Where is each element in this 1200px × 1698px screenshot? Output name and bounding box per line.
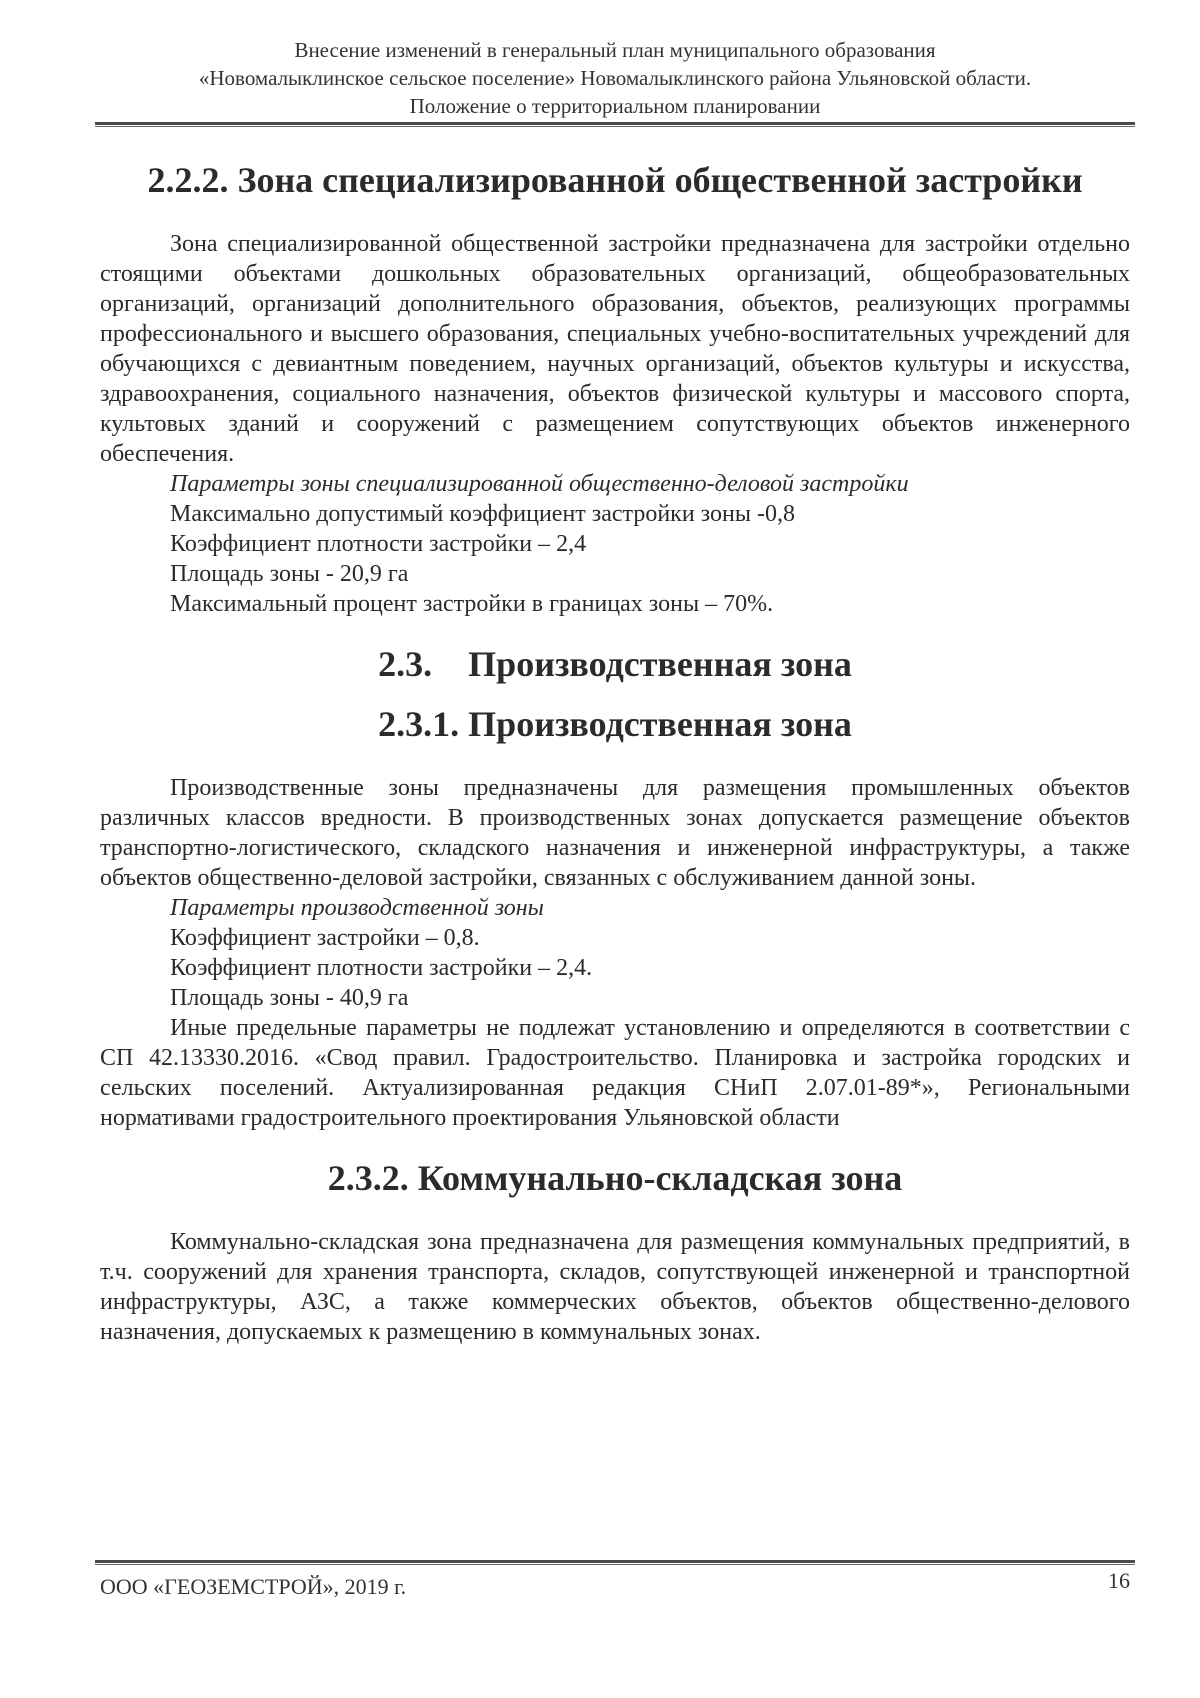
- header-line-1: Внесение изменений в генеральный план муниципального образования: [294, 38, 936, 62]
- paragraph-2-2-2-purpose: Зона специализированной общественной застройки предназначена для застройки отдельно стоящими объектами дошкольных образовательных организаций, общеобразовательных организаций, организаций дополнительного образования, объектов, реализующих программы профессионального и высшего образования, специальных учебно-воспитательных учреждений для обучающихся с девиантным поведением, научных организаций, объектов культуры и искусства, здравоохранения, социального назначения, объектов физической культуры и массового спорта, культовых зданий и сооружений с размещением сопутствующих объектов инженерного обеспечения.: [100, 231, 1130, 467]
- paragraph-2-3-1-purpose: Производственные зоны предназначены для размещения промышленных объектов различных классов вредности. В производственных зонах допускается размещение объектов транспортно-логистического, складского назначения и инженерной инфраструктуры, а также объектов общественно-деловой застройки, связанных с обслуживанием данной зоны.: [100, 775, 1130, 891]
- paragraph-2-3-2-purpose: Коммунально-складская зона предназначена для размещения коммунальных предприятий, в т.ч. сооружений для хранения транспорта, складов, сопутствующей инженерной и транспортной инфраструктуры, АЗС, а также коммерческих объектов, объектов общественно-делового назначения, допускаемых к размещению в коммунальных зонах.: [100, 1229, 1130, 1345]
- param-2-3-1-area: Площадь зоны - 40,9 га: [170, 985, 409, 1011]
- page-body: [100, 160, 1130, 1347]
- running-header: [95, 36, 1135, 120]
- param-2-3-1-density: Коэффициент плотности застройки – 2,4.: [170, 955, 593, 981]
- header-rule: [95, 122, 1135, 127]
- footer-company: ООО «ГЕОЗЕМСТРОЙ», 2019 г.: [100, 1574, 407, 1599]
- params-title-2-2-2: Параметры зоны специализированной общественно-деловой застройки: [170, 471, 909, 497]
- header-line-2: «Новомалыклинское сельское поселение» Новомалыклинского района Ульяновской области.: [198, 66, 1032, 90]
- param-2-3-1-coefficient: Коэффициент застройки – 0,8.: [170, 925, 480, 951]
- section-title-2-3: 2.3. Производственная зона: [378, 644, 852, 684]
- section-title-2-2-2: 2.2.2. Зона специализированной общественной застройки: [147, 160, 1083, 200]
- section-title-2-3-2: 2.3.2. Коммунально-складская зона: [327, 1158, 903, 1198]
- footer-rule: [95, 1560, 1135, 1565]
- paragraph-2-3-1-other-params: Иные предельные параметры не подлежат установлению и определяются в соответствии с СП 42.13330.2016. «Свод правил. Градостроительство. Планировка и застройка городских и сельских поселений. Актуализированная редакция СНиП 2.07.01-89*», Региональными нормативами градостроительного проектирования Ульяновской области: [100, 1015, 1130, 1131]
- section-title-2-3-1: 2.3.1. Производственная зона: [378, 704, 852, 744]
- params-title-2-3-1: Параметры производственной зоны: [170, 895, 544, 921]
- param-2-2-2-coefficient: Максимально допустимый коэффициент застройки зоны -0,8: [170, 501, 795, 527]
- param-2-2-2-percent: Максимальный процент застройки в границах зоны – 70%.: [170, 591, 774, 617]
- param-2-2-2-area: Площадь зоны - 20,9 га: [170, 561, 409, 587]
- page-number: 16: [1108, 1568, 1130, 1593]
- header-line-3: Положение о территориальном планировании: [409, 94, 821, 118]
- param-2-2-2-density: Коэффициент плотности застройки – 2,4: [170, 531, 587, 557]
